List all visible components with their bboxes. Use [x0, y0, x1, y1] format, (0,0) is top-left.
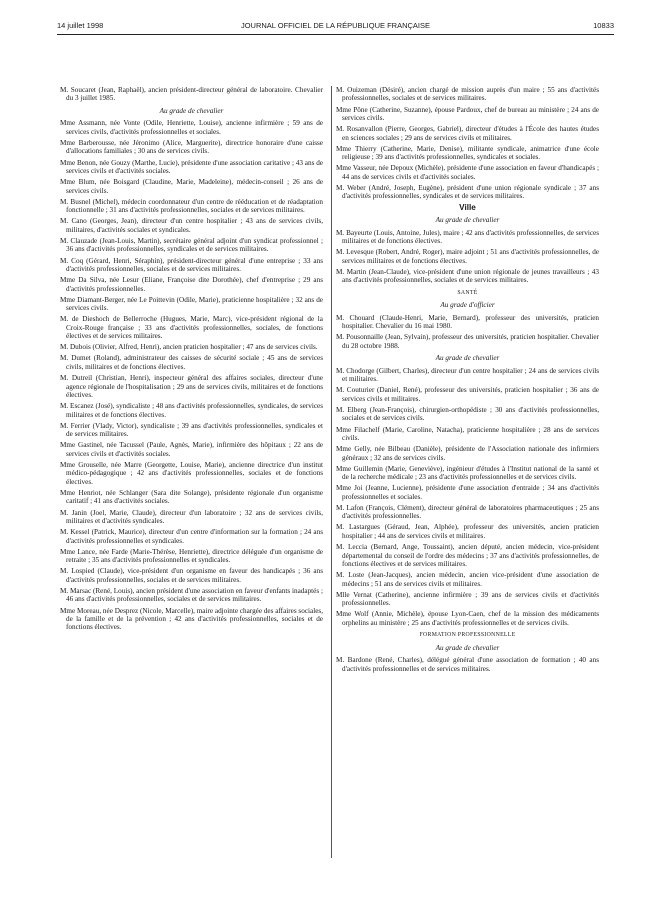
grade-heading: Au grade d'officier [440, 301, 495, 310]
nomination-entry: Mme Wolf (Annie, Michèle), épouse Lyon-Caen, chef de la mission des médicaments orphelins au ministère ; 25 ans d'activités professionnelles et de services civils. [336, 610, 599, 627]
nomination-entry: M. Lastargues (Géraud, Jean, Alphée), professeur des universités, ancien praticien hospitalier ; 44 ans de services civils et militaires. [336, 523, 599, 540]
subsection-heading: FORMATION PROFESSIONNELLE [419, 632, 516, 639]
nomination-entry: M. Escanez (José), syndicaliste ; 48 ans d'activités professionnelles, syndicales, de services militaires et de fonctions électives. [60, 402, 323, 419]
nomination-entry: Mme Barberousse, née Jéronimo (Alice, Marguerite), directrice honoraire d'une caisse d'allocations familiales ; 30 ans de services civils. [60, 138, 323, 156]
subsection-heading: SANTÉ [457, 289, 478, 296]
nomination-entry: M. Loste (Jean-Jacques), ancien médecin, ancien vice-président d'une association de médecins ; 51 ans de services civils et militaires. [336, 571, 599, 588]
right-column [336, 86, 599, 676]
nomination-entry: M. Pousonnaille (Jean, Sylvain), professeur des universités, praticien hospitalier. Chevalier du 28 octobre 1988. [336, 333, 599, 350]
nomination-entry: Mme Gastinel, née Tacussel (Paule, Agnès, Marie), infirmière des hôpitaux ; 22 ans de services civils et d'activités sociales. [60, 441, 323, 458]
grade-heading: Au grade de chevalier [159, 106, 224, 115]
nomination-entry: M. Rosanvallon (Pierre, Georges, Gabriel), directeur d'études à l'École des hautes études en sciences sociales ; 29 ans de services civils et militaires. [336, 125, 599, 142]
nomination-entry: Mme Moreau, née Desprez (Nicole, Marcelle), maire adjointe chargée des affaires sociales, de la famille et de la prévention ; 42 ans d'activités professionnelles, sociales et de fonctions électives. [60, 606, 323, 632]
nomination-entry: Mme Filachelf (Marie, Caroline, Natacha), praticienne hospitalière ; 28 ans de services civils. [336, 425, 599, 442]
nomination-entry: Mme Guillemin (Marie, Geneviève), ingénieur d'études à l'Institut national de la santé et de la recherche médicale ; 23 ans d'activités professionnelles et de services civils. [336, 464, 599, 482]
nomination-entry: M. Lafon (François, Clément), directeur général de laboratoires pharmaceutiques ; 25 ans d'activités professionnelles. [336, 503, 599, 521]
nomination-entry: M. Dumet (Roland), administrateur des caisses de sécurité sociale ; 45 ans de services civils, militaires et de fonctions électives. [60, 354, 323, 371]
nomination-entry: M. Ouizeman (Désiré), ancien chargé de mission auprès d'un maire ; 55 ans d'activités professionnelles, sociales et de services militaires. [336, 86, 599, 103]
left-column [60, 86, 323, 635]
page-header [57, 19, 614, 35]
nomination-entry: Mme Lance, née Farde (Marie-Thérèse, Henriette), directrice déléguée d'un organisme de retraite ; 35 ans d'activités professionnelles et syndicales. [60, 547, 323, 565]
nomination-entry: Mme Pône (Catherine, Suzanne), épouse Pardoux, chef de bureau au ministère ; 24 ans de services civils. [336, 105, 599, 123]
nomination-entry: Mme Grouselle, née Marre (Georgette, Louise, Marie), ancienne directrice d'un institut médico-pédagogique ; 42 ans d'activités professionnelles, sociales et de fonctions électives. [60, 460, 323, 486]
nomination-entry: Mme Diamant-Berger, née Le Poittevin (Odile, Marie), praticienne hospitalière ; 32 ans de services civils. [60, 295, 323, 313]
nomination-entry: M. Couturier (Daniel, René), professeur des universités, praticien hospitalier ; 36 ans de services civils et militaires. [336, 386, 599, 403]
nomination-entry: M. Dubois (Olivier, Alfred, Henri), ancien praticien hospitalier ; 47 ans de services civils. [60, 343, 318, 352]
nomination-entry: M. Clauzade (Jean-Louis, Martin), secrétaire général adjoint d'un syndicat professionnel ; 36 ans d'activités professionnelles, syndicales et de services militaires. [60, 236, 323, 254]
nomination-entry: Mme Assmann, née Vonte (Odile, Henriette, Louise), ancienne infirmière ; 59 ans de services civils, d'activités professionnelles et sociales. [60, 119, 323, 136]
nomination-entry: M. Elberg (Jean-François), chirurgien-orthopédiste ; 30 ans d'activités professionnelles, sociales et de services civils. [336, 405, 599, 423]
nomination-entry: M. Soucaret (Jean, Raphaël), ancien président-directeur général de laboratoire. Chevalier du 3 juillet 1985. [60, 86, 323, 103]
nomination-entry: Mme Henriot, née Schlanger (Sara dite Solange), présidente régionale d'un organisme caritatif ; 41 ans d'activités sociales. [60, 488, 323, 506]
section-heading: Ville [459, 202, 476, 212]
issue-date: 14 juillet 1998 [57, 21, 104, 30]
nomination-entry: M. Kessel (Patrick, Maurice), directeur d'un centre d'information sur la formation ; 24 ans d'activités professionnelles et syndicales. [60, 528, 323, 545]
nomination-entry: M. Marsac (René, Louis), ancien président d'une association en faveur d'enfants inadaptés ; 46 ans d'activités professionnelles, sociales et de services militaires. [60, 586, 323, 604]
column-divider [331, 86, 332, 858]
header-rule [57, 34, 614, 35]
nomination-entry: M. Bardone (René, Charles), délégué général d'une association de formation ; 40 ans d'activités professionnelles et de services militaires. [336, 656, 599, 673]
nomination-entry: Mme Blum, née Boisgard (Claudine, Marie, Madeleine), médecin-conseil ; 26 ans de services civils. [60, 178, 323, 195]
nomination-entry: M. Dutreil (Christian, Henri), inspecteur général des affaires sociales, directeur d'une agence régionale de l'hospitalisation ; 29 ans de services civils, militaires et de fonctions électives. [60, 374, 323, 399]
nomination-entry: Mlle Vernat (Catherine), ancienne infirmière ; 39 ans de services civils et d'activités professionnelles. [336, 590, 599, 608]
nomination-entry: M. Weber (André, Joseph, Eugène), président d'une union régionale syndicale ; 37 ans d'activités professionnelles, syndicales et de services militaires. [336, 183, 599, 201]
nomination-entry: M. Cano (Georges, Jean), directeur d'un centre hospitalier ; 43 ans de services civils, militaires, d'activités sociales et syndicales. [60, 217, 323, 234]
nomination-entry: M. Janin (Joel, Marie, Claude), directeur d'un laboratoire ; 32 ans de services civils, militaires et d'activités syndicales. [60, 508, 323, 525]
nomination-entry: M. Levesque (Robert, André, Roger), maire adjoint ; 51 ans d'activités professionnelles, de services militaires et de fonctions électives. [336, 248, 599, 265]
nomination-entry: Mme Da Silva, née Lesur (Eliane, Françoise dite Dorothée), chef d'entreprise ; 29 ans d'activités professionnelles. [60, 276, 323, 293]
nomination-entry: Mme Joi (Jeanne, Lucienne), présidente d'une association d'entraide ; 34 ans d'activités professionnelles et sociales. [336, 484, 599, 501]
nomination-entry: M. Chodorge (Gilbert, Charles), directeur d'un centre hospitalier ; 24 ans de services civils et militaires. [336, 366, 599, 384]
nomination-entry: M. Chouard (Claude-Henri, Marie, Bernard), professeur des universités, praticien hospitalier. Chevalier du 16 mai 1980. [336, 313, 599, 331]
grade-heading: Au grade de chevalier [435, 354, 500, 363]
nomination-entry: Mme Vasseur, née Depoux (Michèle), présidente d'une association en faveur d'handicapés ; 44 ans de services civils et d'activités sociales. [336, 164, 599, 181]
nomination-entry: Mme Benon, née Gouzy (Marthe, Lucie), présidente d'une association caritative ; 43 ans de services civils et d'activités sociales. [60, 158, 323, 175]
nomination-entry: M. Martin (Jean-Claude), vice-président d'une union régionale de jeunes travailleurs ; 43 ans d'activités professionnelles, sociales et de services militaires. [336, 267, 599, 285]
nomination-entry: Mme Gelly, née Bilbeau (Danièle), présidente de l'Association nationale des infirmiers généraux ; 32 ans de services civils. [336, 445, 599, 462]
nomination-entry: Mme Thierry (Catherine, Marie, Denise), militante syndicale, animatrice d'une école religieuse ; 39 ans d'activités professionnelles, syndicales et sociales. [336, 144, 599, 162]
nomination-entry: M. de Dieshoch de Bellerroche (Hugues, Marie, Marc), vice-président régional de la Croix-Rouge française ; 33 ans d'activités professionnelles, sociales, de fonctions électives et de services militaires. [60, 315, 323, 341]
nomination-entry: M. Ferrier (Vlady, Victor), syndicaliste ; 39 ans d'activités professionnelles, syndicales et de services militaires. [60, 421, 323, 439]
nomination-entry: M. Lospied (Claude), vice-président d'un organisme en faveur des handicapés ; 36 ans d'activités professionnelles, sociales et de services militaires. [60, 567, 323, 584]
nomination-entry: M. Coq (Gérard, Henri, Séraphin), président-directeur général d'une entreprise ; 33 ans d'activités professionnelles, sociales et de services militaires. [60, 256, 323, 273]
grade-heading: Au grade de chevalier [435, 643, 500, 652]
nomination-entry: M. Busnel (Michel), médecin coordonnateur d'un centre de rééducation et de réadaptation fonctionnelle ; 31 ans d'activités professionnelles, sociales et de services militaires. [60, 197, 323, 215]
grade-heading: Au grade de chevalier [435, 216, 500, 225]
nomination-entry: M. Bayeurte (Louis, Antoine, Jules), maire ; 42 ans d'activités professionnelles, de services militaires et de fonctions électives. [336, 228, 599, 246]
nomination-entry: M. Leccia (Bernard, Ange, Toussaint), ancien député, ancien médecin, vice-président départemental du conseil de l'ordre des médecins ; 37 ans d'activités professionnelles, de fonctions électives et de services militaires. [336, 543, 599, 568]
page-number: 10833 [593, 21, 614, 30]
journal-title: JOURNAL OFFICIEL DE LA RÉPUBLIQUE FRANÇAISE [240, 21, 431, 30]
